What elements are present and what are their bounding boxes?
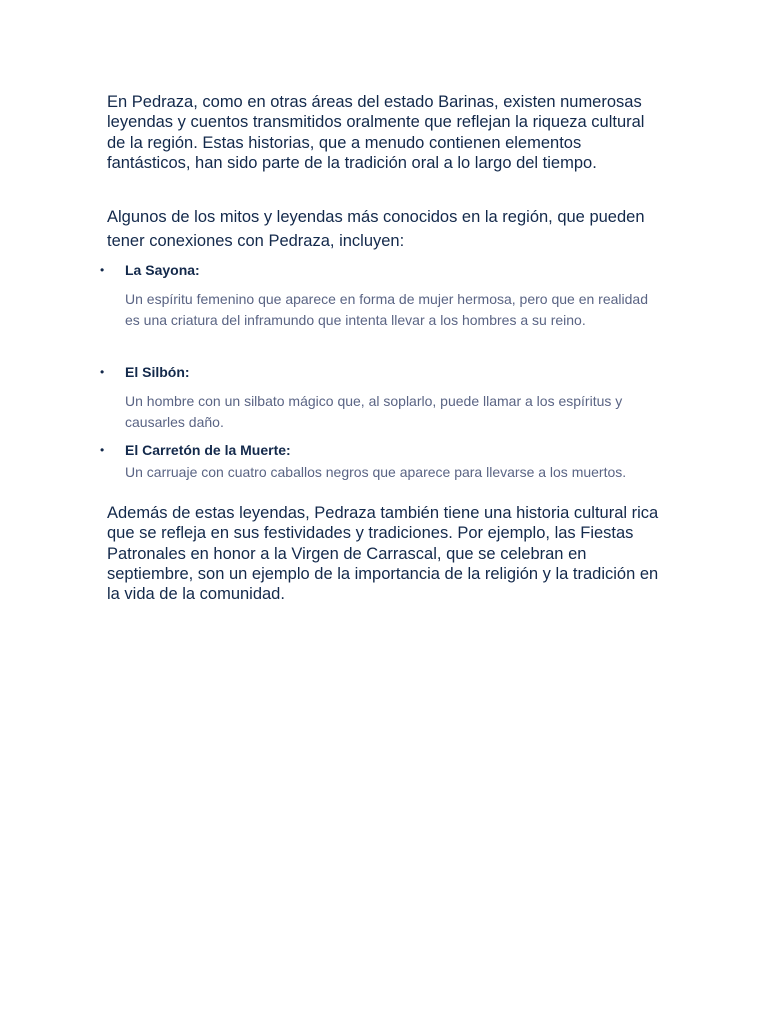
legend-title: El Silbón: <box>125 364 190 380</box>
legend-title: El Carretón de la Muerte: <box>125 442 291 458</box>
bullet-icon: • <box>100 263 105 277</box>
legend-title: La Sayona: <box>125 262 200 278</box>
legend-description: Un carruaje con cuatro caballos negros que aparece para llevarse a los muertos. <box>125 464 627 480</box>
lead-paragraph: Algunos de los mitos y leyendas más conocidos en la región, que pueden tener conexiones con Pedraza, incluyen: <box>107 208 645 250</box>
bullet-icon: • <box>100 365 105 379</box>
legend-description: Un hombre con un silbato mágico que, al soplarlo, puede llamar a los espíritus y causarles daño. <box>125 393 623 431</box>
bullet-icon: • <box>100 443 105 457</box>
closing-paragraph: Además de estas leyendas, Pedraza también tiene una historia cultural rica que se refleja en sus festividades y tradiciones. Por ejemplo, las Fiestas Patronales en honor a la Virgen de Carrascal, que se celebran en septiembre, son un ejemplo de la importancia de la religión y la tradición en la vida de la comunidad. <box>107 504 659 604</box>
intro-paragraph: En Pedraza, como en otras áreas del estado Barinas, existen numerosas leyendas y cuentos transmitidos oralmente que reflejan la riqueza cultural de la región. Estas historias, que a menudo contienen elementos fantásticos, han sido parte de la tradición oral a lo largo del tiempo. <box>107 93 645 172</box>
legend-description: Un espíritu femenino que aparece en forma de mujer hermosa, pero que en realidad es una criatura del inframundo que intenta llevar a los hombres a su reino. <box>125 291 648 329</box>
